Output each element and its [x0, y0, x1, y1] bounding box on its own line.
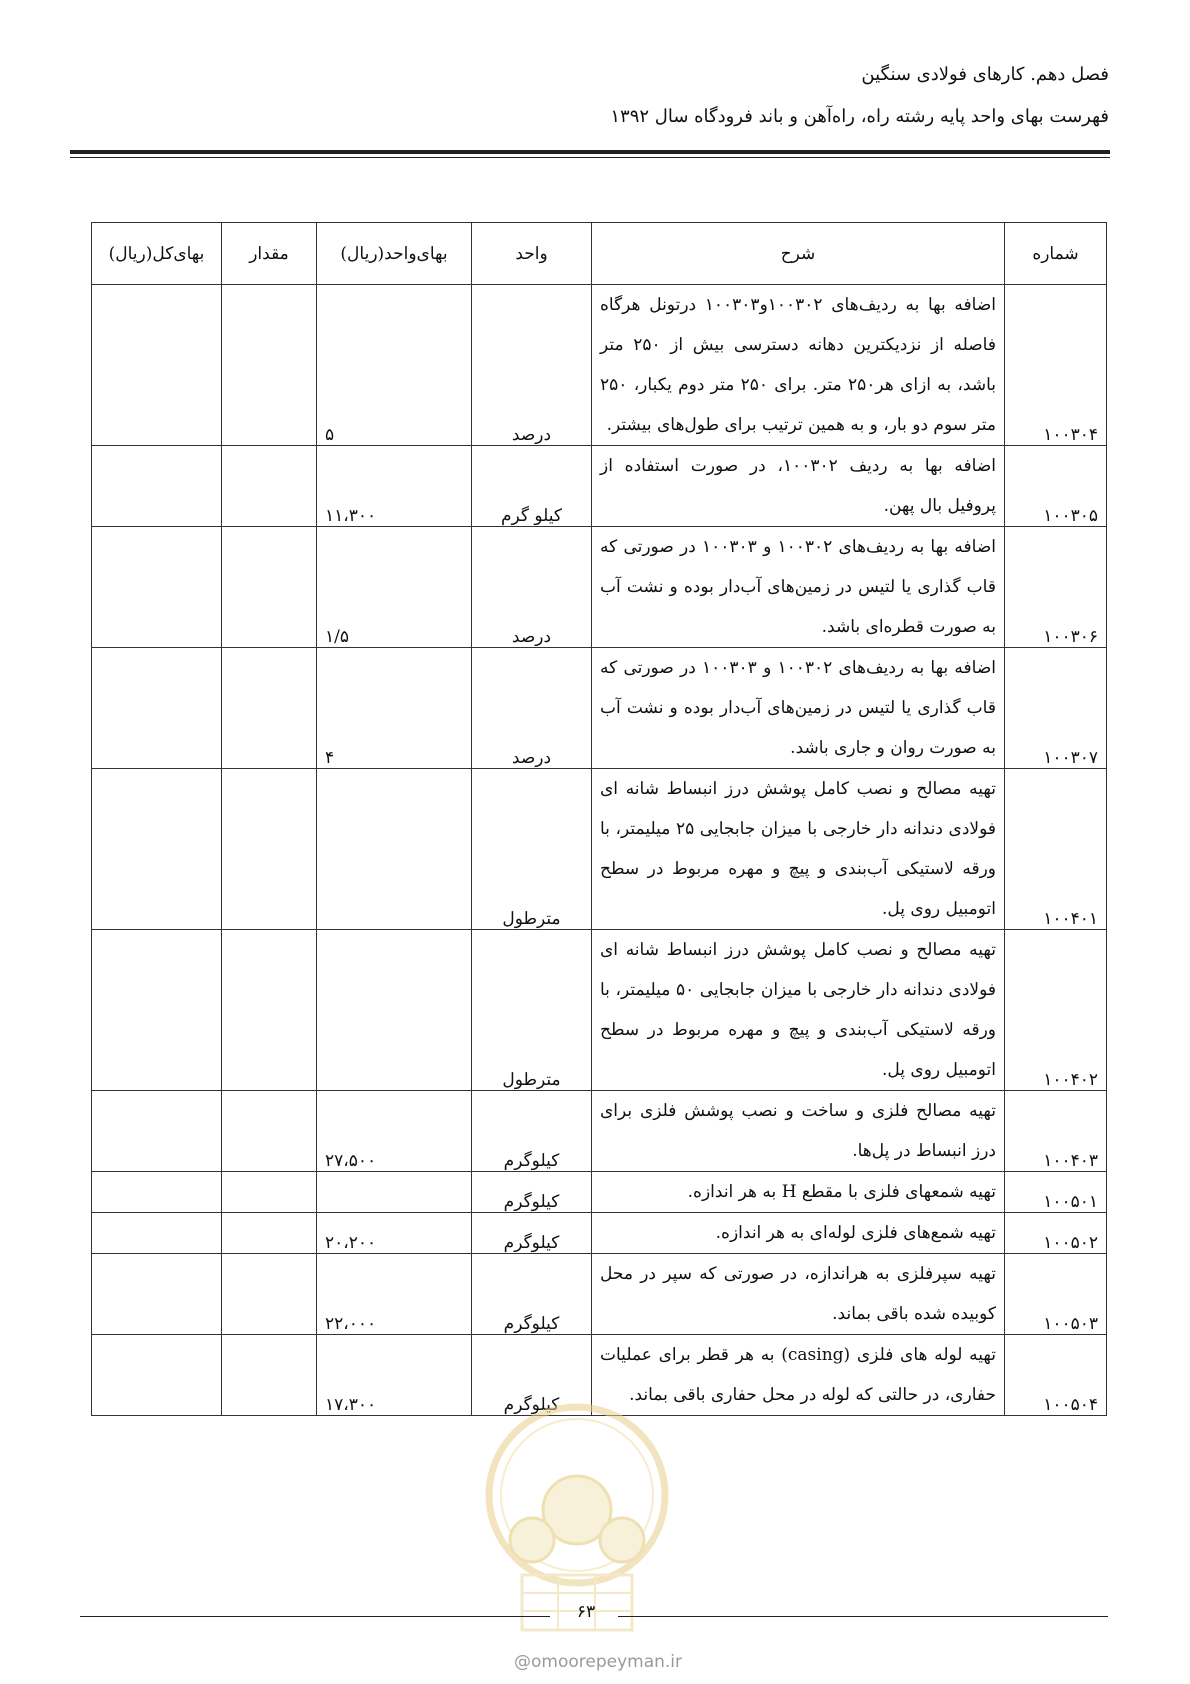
row-quantity	[222, 446, 317, 527]
row-unit: درصد	[472, 527, 592, 648]
table-row	[92, 527, 1107, 648]
row-unit: کیلوگرم	[472, 1335, 592, 1416]
table-row	[92, 769, 1107, 930]
row-description: اضافه بها به ردیف‌های ۱۰۰۳۰۲ و ۱۰۰۳۰۳ در صورتی که قاب گذاری یا لتیس در زمین‌های آب‌دار بوده و نشت آب به صورت روان و جاری باشد.	[592, 648, 1005, 769]
row-total-price	[92, 527, 222, 648]
row-description: اضافه بها به ردیف‌های ۱۰۰۳۰۲ و ۱۰۰۳۰۳ در صورتی که قاب گذاری یا لتیس در زمین‌های آب‌دار بوده و نشت آب به صورت قطره‌ای باشد.	[592, 527, 1005, 648]
row-number: ۱۰۰۳۰۵	[1005, 446, 1107, 527]
row-number: ۱۰۰۴۰۲	[1005, 930, 1107, 1091]
row-number: ۱۰۰۴۰۱	[1005, 769, 1107, 930]
table-row	[92, 648, 1107, 769]
row-unit-price: ۲۲،۰۰۰	[317, 1254, 472, 1335]
row-description: تهیه مصالح و نصب کامل پوشش درز انبساط شانه ای فولادی دندانه دار خارجی با میزان جابجایی ۵۰ میلیمتر، با ورقه لاستیکی آب‌بندی و پیچ و مهره مربوط در سطح اتومبیل روی پل.	[592, 930, 1005, 1091]
row-total-price	[92, 1335, 222, 1416]
row-unit-price: ۱/۵	[317, 527, 472, 648]
row-unit-price	[317, 1172, 472, 1213]
row-quantity	[222, 930, 317, 1091]
row-unit-price: ۲۷،۵۰۰	[317, 1091, 472, 1172]
row-quantity	[222, 1254, 317, 1335]
row-unit: کیلو گرم	[472, 446, 592, 527]
row-quantity	[222, 1091, 317, 1172]
header-rule-thin	[70, 157, 1110, 158]
row-total-price	[92, 285, 222, 446]
row-quantity	[222, 648, 317, 769]
row-description: تهیه سپرفلزی به هراندازه، در صورتی که سپر در محل کوبیده شده باقی بماند.	[592, 1254, 1005, 1335]
row-description: تهیه لوله های فلزی (casing) به هر قطر برای عملیات حفاری، در حالتی که لوله در محل حفاری باقی بماند.	[592, 1335, 1005, 1416]
row-quantity	[222, 769, 317, 930]
table-row	[92, 1254, 1107, 1335]
row-unit: مترطول	[472, 930, 592, 1091]
row-description: تهیه مصالح و نصب کامل پوشش درز انبساط شانه ای فولادی دندانه دار خارجی با میزان جابجایی ۲۵ میلیمتر، با ورقه لاستیکی آب‌بندی و پیچ و مهره مربوط در سطح اتومبیل روی پل.	[592, 769, 1005, 930]
row-unit: کیلوگرم	[472, 1213, 592, 1254]
row-number: ۱۰۰۵۰۱	[1005, 1172, 1107, 1213]
row-description: اضافه بها به ردیف ۱۰۰۳۰۲، در صورت استفاده از پروفیل بال پهن.	[592, 446, 1005, 527]
row-number: ۱۰۰۵۰۳	[1005, 1254, 1107, 1335]
row-number: ۱۰۰۳۰۴	[1005, 285, 1107, 446]
row-total-price	[92, 1213, 222, 1254]
row-unit: درصد	[472, 648, 592, 769]
row-unit: مترطول	[472, 769, 592, 930]
footer-rule-left	[80, 1616, 550, 1617]
row-unit-price	[317, 769, 472, 930]
row-unit: درصد	[472, 285, 592, 446]
row-total-price	[92, 769, 222, 930]
row-description: اضافه بها به ردیف‌های ۱۰۰۳۰۲و۱۰۰۳۰۳ درتونل هرگاه فاصله از نزدیکترین دهانه دسترسی بیش از ۲۵۰ متر باشد، به ازای هر۲۵۰ متر. برای ۲۵۰ متر دوم یکبار، ۲۵۰ متر سوم دو بار، و به همین ترتیب برای طول‌های بیشتر.	[592, 285, 1005, 446]
row-quantity	[222, 1213, 317, 1254]
header-rule-thick	[70, 150, 1110, 154]
chapter-title: فصل دهم. کارهای فولادی سنگین	[861, 64, 1109, 85]
row-unit-price: ۵	[317, 285, 472, 446]
row-total-price	[92, 648, 222, 769]
table-row	[92, 930, 1107, 1091]
header-unit-price: بهای‌واحد(ریال)	[317, 223, 472, 285]
row-total-price	[92, 930, 222, 1091]
row-total-price	[92, 1172, 222, 1213]
row-quantity	[222, 527, 317, 648]
row-total-price	[92, 1091, 222, 1172]
footer-rule-right	[618, 1616, 1108, 1617]
table-row	[92, 1091, 1107, 1172]
table-row	[92, 1172, 1107, 1213]
row-description: تهیه شمعهای فلزی با مقطع H به هر اندازه.	[592, 1172, 1005, 1213]
row-description: تهیه مصالح فلزی و ساخت و نصب پوشش فلزی برای درز انبساط در پل‌ها.	[592, 1091, 1005, 1172]
row-total-price	[92, 1254, 222, 1335]
price-list-title: فهرست بهای واحد پایه رشته راه، راه‌آهن و باند فرودگاه سال ۱۳۹۲	[610, 106, 1109, 127]
table-header-row	[92, 223, 1107, 285]
page-number: ۶۳	[576, 1602, 596, 1622]
row-total-price	[92, 446, 222, 527]
row-number: ۱۰۰۵۰۴	[1005, 1335, 1107, 1416]
header-description: شرح	[592, 223, 1005, 285]
row-description: تهیه شمع‌های فلزی لوله‌ای به هر اندازه.	[592, 1213, 1005, 1254]
header-number: شماره	[1005, 223, 1107, 285]
row-unit-price: ۱۷،۳۰۰	[317, 1335, 472, 1416]
row-number: ۱۰۰۳۰۶	[1005, 527, 1107, 648]
header-quantity: مقدار	[222, 223, 317, 285]
row-unit-price: ۱۱،۳۰۰	[317, 446, 472, 527]
table-row	[92, 446, 1107, 527]
header-unit: واحد	[472, 223, 592, 285]
price-table	[91, 222, 1107, 1416]
page-header	[610, 60, 1109, 132]
row-quantity	[222, 1172, 317, 1213]
row-number: ۱۰۰۳۰۷	[1005, 648, 1107, 769]
row-unit: کیلوگرم	[472, 1091, 592, 1172]
row-quantity	[222, 1335, 317, 1416]
website-watermark: @omoorepeyman.ir	[513, 1652, 683, 1672]
row-number: ۱۰۰۵۰۲	[1005, 1213, 1107, 1254]
row-unit: کیلوگرم	[472, 1172, 592, 1213]
row-number: ۱۰۰۴۰۳	[1005, 1091, 1107, 1172]
header-total-price: بهای‌کل(ریال)	[92, 223, 222, 285]
row-unit-price: ۴	[317, 648, 472, 769]
row-unit-price: ۲۰،۲۰۰	[317, 1213, 472, 1254]
table-row	[92, 1213, 1107, 1254]
row-quantity	[222, 285, 317, 446]
row-unit: کیلوگرم	[472, 1254, 592, 1335]
table-row	[92, 285, 1107, 446]
row-unit-price	[317, 930, 472, 1091]
